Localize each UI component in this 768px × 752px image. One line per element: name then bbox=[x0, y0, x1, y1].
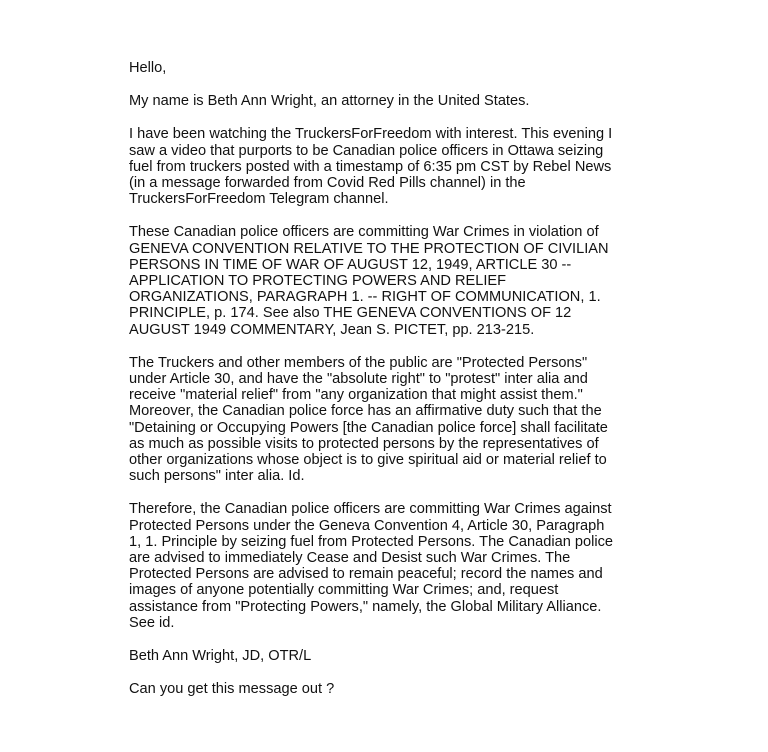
paragraph-protected-persons: The Truckers and other members of the public are "Protected Persons" under Article 30, and have the "absolute right" to "protest" inter alia and receive "material relief" from "any organization that might assist them." Moreover, the Canadian police force has an affirmative duty such that the "Detaining or Occupying Powers [the Canadian police force] shall facilitate as much as possible visits to protected persons by the representatives of other organizations whose object is to give spiritual aid or material relief to such persons" inter alia. Id. bbox=[129, 354, 608, 485]
paragraph-geneva-convention: These Canadian police officers are committing War Crimes in violation of GENEVA CONVENTION RELATIVE TO THE PROTECTION OF CIVILIAN PERSONS IN TIME OF WAR OF AUGUST 12, 1949, ARTICLE 30 -- APPLICATION TO PROTECTING POWERS AND RELIEF ORGANIZATIONS, PARAGRAPH 1. -- RIGHT OF COMMUNICATION, 1. PRINCIPLE, p. 174. See also THE GENEVA CONVENTIONS OF 12 AUGUST 1949 COMMENTARY, Jean S. PICTET, pp. 213-215. bbox=[129, 224, 609, 338]
intro-paragraph: My name is Beth Ann Wright, an attorney in the United States. bbox=[129, 93, 530, 110]
letter-body bbox=[129, 60, 669, 715]
closing-question: Can you get this message out ? bbox=[129, 681, 335, 698]
greeting: Hello, bbox=[129, 60, 167, 76]
paragraph-video-observation: I have been watching the TruckersForFreedom with interest. This evening I saw a video that purports to be Canadian police officers in Ottawa seizing fuel from truckers posted with a timestamp of 6:35 pm CST by Rebel News (in a message forwarded from Covid Red Pills channel) in the TruckersForFreedom Telegram channel. bbox=[129, 126, 613, 208]
paragraph-conclusion: Therefore, the Canadian police officers are committing War Crimes against Protected Persons under the Geneva Convention 4, Article 30, Paragraph 1, 1. Principle by seizing fuel from Protected Persons. The Canadian police are advised to immediately Cease and Desist such War Crimes. The Protected Persons are advised to remain peaceful; record the names and images of anyone potentially committing War Crimes; and, request assistance from "Protecting Powers," namely, the Global Military Alliance. See id. bbox=[129, 501, 614, 631]
signature: Beth Ann Wright, JD, OTR/L bbox=[129, 648, 312, 665]
